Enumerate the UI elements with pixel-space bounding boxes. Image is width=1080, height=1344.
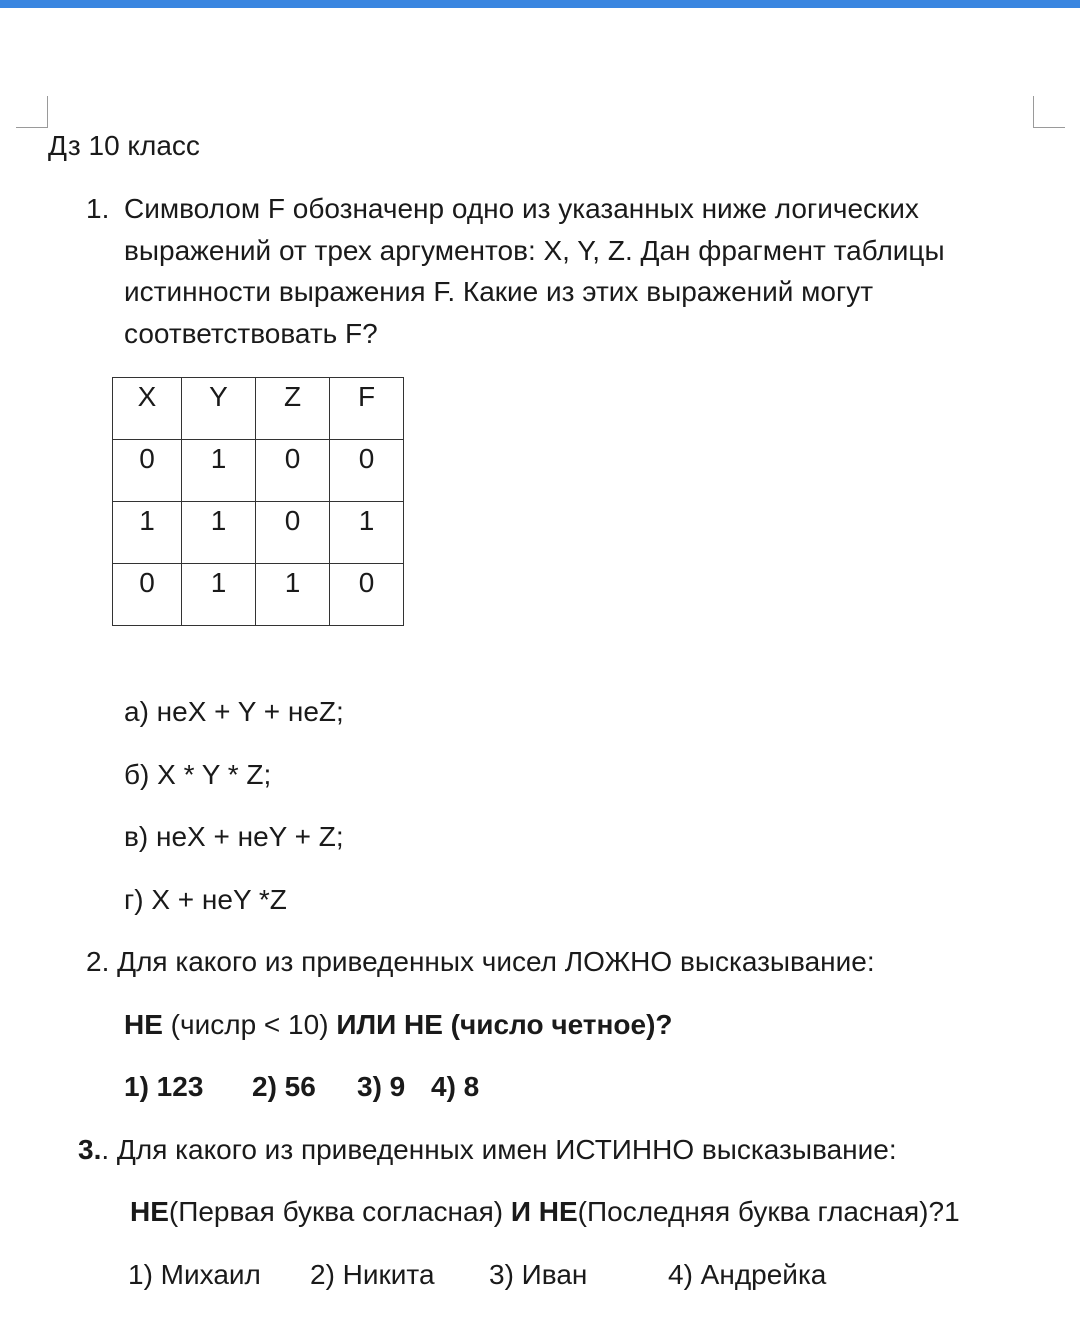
question-3-option-2: 2) Никита — [310, 1259, 435, 1290]
table-cell: 1 — [182, 564, 256, 626]
table-cell: 0 — [113, 440, 182, 502]
expr-condition-2: (Последняя буква гласная)?1 — [577, 1196, 960, 1227]
table-header-cell: Y — [182, 378, 256, 440]
table-cell: 1 — [182, 440, 256, 502]
question-2-option-2: 2) 56 — [252, 1071, 316, 1102]
table-cell: 0 — [256, 502, 330, 564]
table-cell: 0 — [256, 440, 330, 502]
question-3-number: 3. — [78, 1134, 102, 1165]
question-3-line — [78, 1129, 897, 1171]
question-3-option-1: 1) Михаил — [128, 1259, 261, 1290]
table-cell: 1 — [256, 564, 330, 626]
expr-not: НЕ — [124, 1009, 163, 1040]
table-header-cell: F — [330, 378, 404, 440]
expr-not: НЕ — [130, 1196, 169, 1227]
table-header-cell: Z — [256, 378, 330, 440]
table-row — [113, 440, 404, 502]
margin-corner-mark-left — [16, 96, 48, 128]
question-1-text: Символом F обозначенр одно из указанных ниже логических выражений от трех аргументов: X, Y, Z. Дан фрагмент таблицы истинности выражения F. Какие из этих выражений могут соответствовать F? — [124, 193, 945, 349]
table-header-cell: X — [113, 378, 182, 440]
table-cell: 0 — [330, 564, 404, 626]
question-2-text: 2. Для какого из приведенных чисел ЛОЖНО высказывание: — [86, 946, 875, 977]
question-2-option-4: 4) 8 — [431, 1071, 480, 1102]
margin-corner-mark-right — [1033, 96, 1065, 128]
question-1-option-a: а) неX + Y + неZ; — [124, 696, 344, 727]
table-row — [113, 564, 404, 626]
expr-and-not: И НЕ — [510, 1196, 578, 1227]
question-2-expression — [124, 1004, 673, 1046]
table-cell: 1 — [330, 502, 404, 564]
question-3-expression — [130, 1191, 960, 1233]
truth-table-header-row — [113, 378, 404, 440]
expr-or-not: ИЛИ НЕ (число четное)? — [336, 1009, 673, 1040]
table-cell: 0 — [113, 564, 182, 626]
question-1-option-g: г) X + неY *Z — [124, 884, 287, 915]
question-2-option-1: 1) 123 — [124, 1071, 204, 1102]
table-cell: 1 — [182, 502, 256, 564]
table-cell: 0 — [330, 440, 404, 502]
question-3-option-3: 3) Иван — [489, 1259, 588, 1290]
question-2-option-3: 3) 9 — [357, 1071, 406, 1102]
question-1-option-v: в) неX + неY + Z; — [124, 821, 344, 852]
top-accent-bar — [0, 0, 1080, 8]
table-row — [113, 502, 404, 564]
question-1-option-b: б) X * Y * Z; — [124, 759, 272, 790]
question-3-text: . Для какого из приведенных имен ИСТИННО высказывание: — [101, 1134, 897, 1165]
expr-condition-1: (Первая буква согласная) — [168, 1196, 511, 1227]
expr-condition: (числр < 10) — [162, 1009, 337, 1040]
document-title: Дз 10 класс — [48, 130, 200, 161]
question-3-option-4: 4) Андрейка — [668, 1259, 827, 1290]
truth-table — [112, 377, 404, 626]
table-cell: 1 — [113, 502, 182, 564]
question-1-number: 1. — [86, 193, 110, 224]
